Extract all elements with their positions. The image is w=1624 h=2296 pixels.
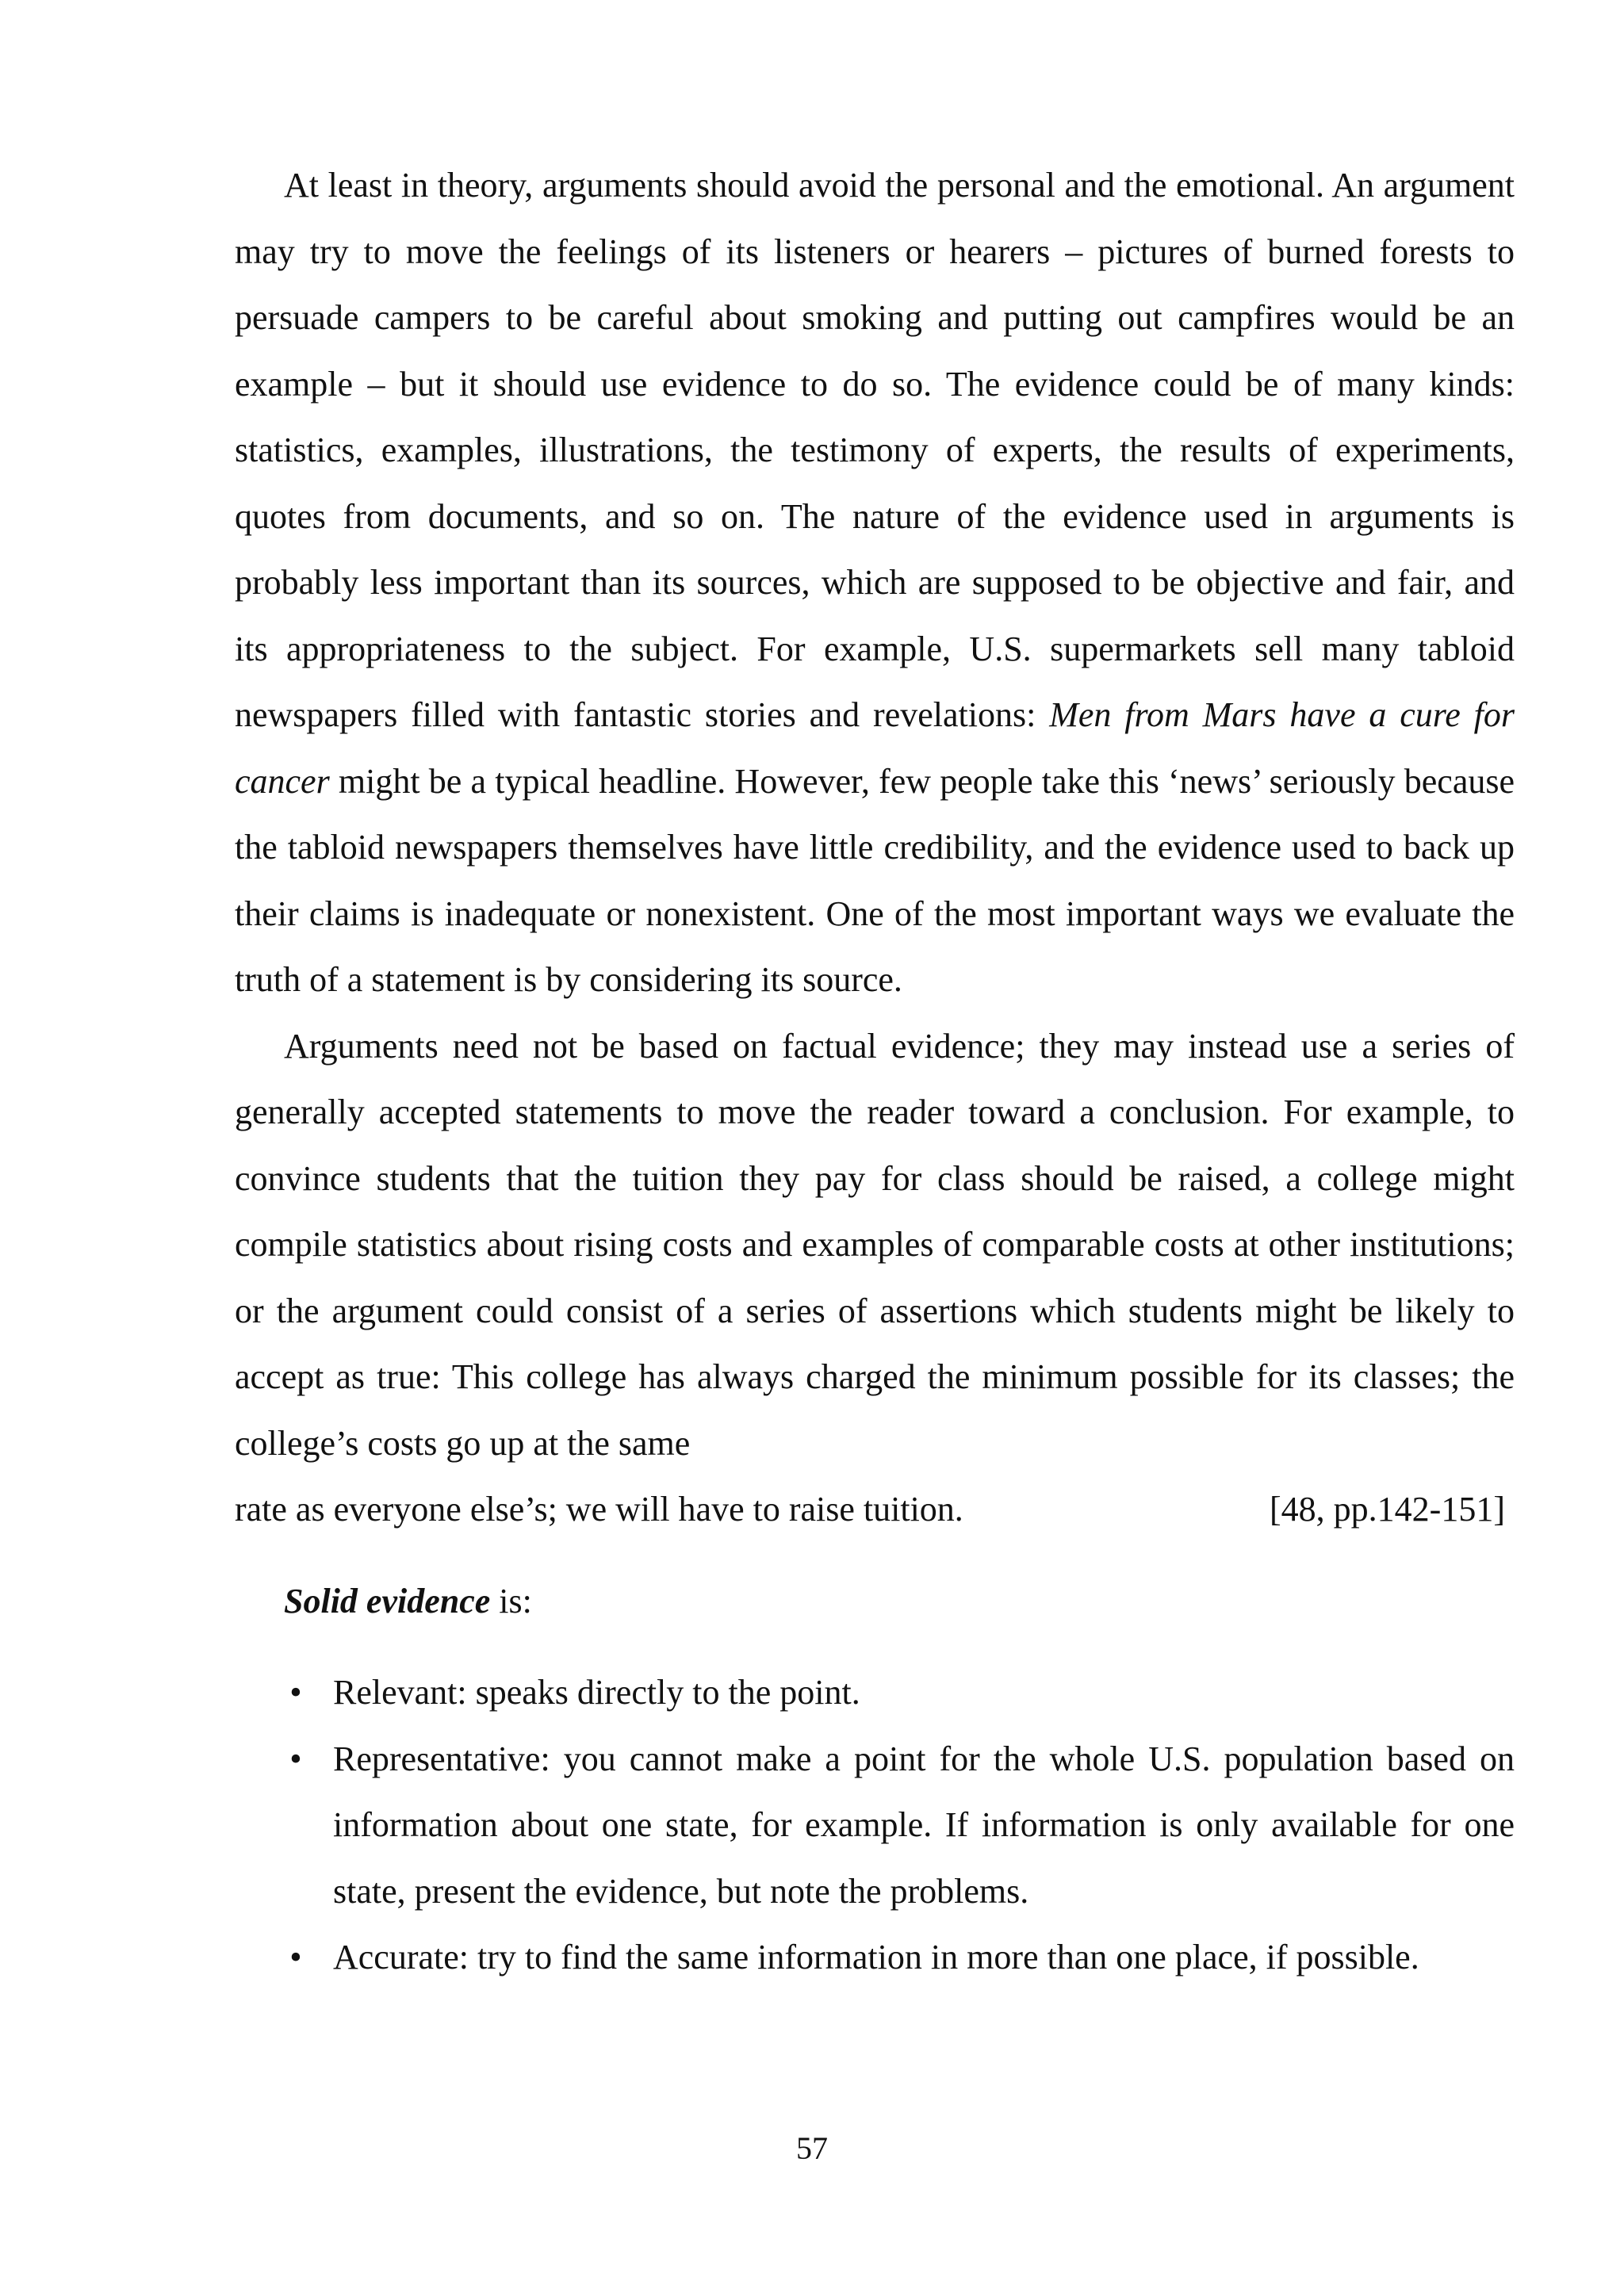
list-item-relevant xyxy=(235,1659,1515,1726)
paragraph-generally-accepted-statements xyxy=(235,1013,1515,1477)
paragraph-2-last-line xyxy=(235,1476,1515,1543)
paragraph-2-final-sentence: rate as everyone else’s; we will have to raise tuition. xyxy=(235,1490,963,1529)
evidence-criteria-list xyxy=(235,1659,1515,1991)
bullet-icon: • xyxy=(289,1739,302,1778)
paragraph-arguments-evidence xyxy=(235,152,1515,1013)
list-item-accurate xyxy=(235,1924,1515,1991)
paragraph-2-text: Arguments need not be based on factual evidence; they may instead use a series of generally accepted statements to move the reader toward a conclusion. For example, to convince students that the tuition they pay for class should be raised, a college might compile statistics about rising costs and examples of comparable costs at other institutions; or the argument could consist of a series of assertions which students might be likely to accept as true: This college has always charged the minimum possible for its classes; the college’s costs go up at the same xyxy=(235,1026,1515,1463)
bullet-icon: • xyxy=(289,1673,302,1712)
list-item-text: Accurate: try to find the same information in more than one place, if possible. xyxy=(333,1938,1419,1976)
paragraph-1-text-continued: might be a typical headline. However, few people take this ‘news’ seriously because the tabloid newspapers themselves have little credibility, and the evidence used to back up their claims is inadequate or nonexistent. One of the most important ways we evaluate the truth of a statement is by considering its source. xyxy=(235,761,1515,999)
list-item-representative xyxy=(235,1726,1515,1925)
citation-reference: [48, pp.142-151] xyxy=(1270,1490,1505,1529)
page-number: 57 xyxy=(796,2130,828,2166)
solid-evidence-suffix: is: xyxy=(490,1581,532,1621)
list-item-text: Relevant: speaks directly to the point. xyxy=(333,1673,860,1712)
solid-evidence-heading xyxy=(235,1568,1515,1635)
list-item-text: Representative: you cannot make a point for the whole U.S. population based on information about one state, for example. If information is only available for one state, present the evidence, but note the problems. xyxy=(333,1739,1515,1911)
bullet-icon: • xyxy=(289,1938,302,1976)
paragraph-1-text: At least in theory, arguments should avoid the personal and the emotional. An argument may try to move the feelings of its listeners or hearers – pictures of burned forests to persuade campers to be careful about smoking and putting out campfires would be an example – but it should use evidence to do so. The evidence could be of many kinds: statistics, examples, illustrations, the testimony of experts, the results of experiments, quotes from documents, and so on. The nature of the evidence used in arguments is probably less important than its sources, which are supposed to be objective and fair, and its appropriateness to the subject. For example, U.S. supermarkets sell many tabloid newspapers filled with fantastic stories and revelations: xyxy=(235,166,1515,734)
document-page xyxy=(235,152,1515,1991)
solid-evidence-term: Solid evidence xyxy=(284,1581,491,1621)
tabloid-headline-example: Men from Mars have a cure for cancer xyxy=(235,695,1515,801)
